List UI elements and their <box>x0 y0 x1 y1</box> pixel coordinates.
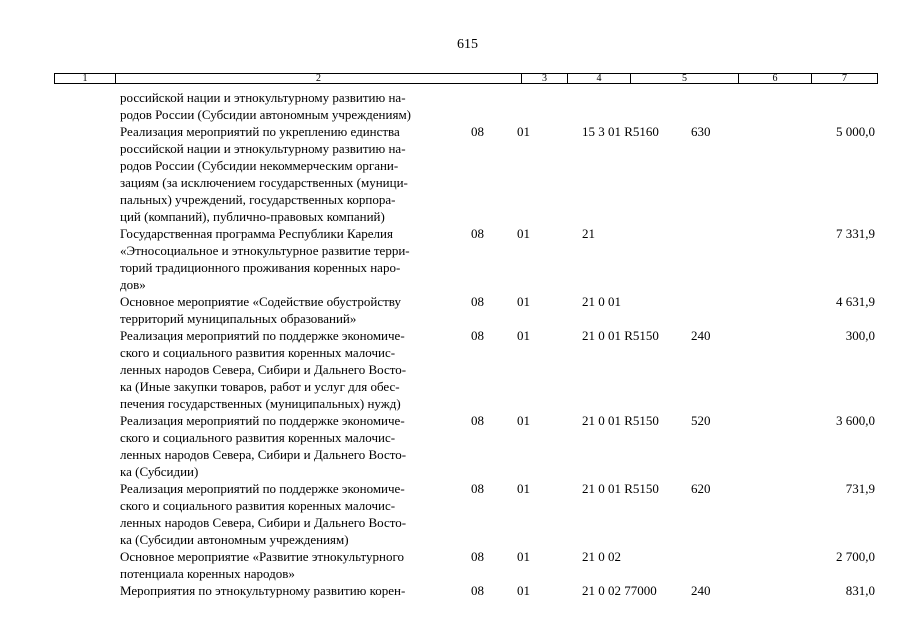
table-row <box>0 89 905 123</box>
description-line: Реализация мероприятий по поддержке экономиче- <box>120 481 405 496</box>
description-line: Реализация мероприятий по поддержке экономиче- <box>120 413 405 428</box>
description-line: ленных народов Севера, Сибири и Дальнего Восто- <box>120 515 407 530</box>
description-line: Основное мероприятие «Содействие обустройству <box>120 294 401 309</box>
header-col-5: 5 <box>631 74 739 83</box>
target-article-code: 21 0 02 77000 <box>582 583 657 598</box>
description-line: зациям (за исключением государственных (муници- <box>120 175 408 190</box>
page-number: 615 <box>457 37 478 52</box>
description-line: ка (Иные закупки товаров, работ и услуг для обес- <box>120 379 400 394</box>
description-line: территорий муниципальных образований» <box>120 311 357 326</box>
row-description <box>120 548 460 582</box>
header-col-6: 6 <box>739 74 812 83</box>
description-line: Реализация мероприятий по укреплению единства <box>120 124 400 139</box>
table-body <box>0 89 905 599</box>
description-line: российской нации и этнокультурному развитию на- <box>120 90 406 105</box>
row-description <box>120 480 460 548</box>
subsection-code: 01 <box>517 124 530 139</box>
row-description <box>120 89 460 123</box>
section-code: 08 <box>471 294 484 309</box>
description-line: родов России (Субсидии некоммерческим органи- <box>120 158 399 173</box>
description-line: ка (Субсидии) <box>120 464 199 479</box>
description-line: печения государственных (муниципальных) нужд) <box>120 396 401 411</box>
row-description <box>120 123 460 225</box>
subsection-code: 01 <box>517 328 530 343</box>
description-line: Государственная программа Республики Карелия <box>120 226 393 241</box>
target-article-code: 15 3 01 R5160 <box>582 124 659 139</box>
table-header <box>54 73 878 84</box>
header-col-3: 3 <box>522 74 568 83</box>
description-line: ций (компаний), публично-правовых компаний) <box>120 209 385 224</box>
subsection-code: 01 <box>517 481 530 496</box>
description-line: пальных) учреждений, государственных корпора- <box>120 192 396 207</box>
amount: 831,0 <box>845 583 875 598</box>
description-line: ленных народов Севера, Сибири и Дальнего Восто- <box>120 362 407 377</box>
description-line: Реализация мероприятий по поддержке экономиче- <box>120 328 405 343</box>
description-line: потенциала коренных народов» <box>120 566 295 581</box>
expense-type-code: 620 <box>691 481 711 496</box>
section-code: 08 <box>471 413 484 428</box>
amount: 5 000,0 <box>836 124 875 139</box>
description-line: российской нации и этнокультурному развитию на- <box>120 141 406 156</box>
description-line: «Этносоциальное и этнокультурное развитие терри- <box>120 243 410 258</box>
expense-type-code: 240 <box>691 328 711 343</box>
header-col-1: 1 <box>55 74 116 83</box>
expense-type-code: 520 <box>691 413 711 428</box>
target-article-code: 21 0 01 R5150 <box>582 413 659 428</box>
row-description <box>120 327 460 412</box>
row-description <box>120 293 460 327</box>
description-line: родов России (Субсидии автономным учреждениям) <box>120 107 412 122</box>
table-row <box>0 327 905 412</box>
expense-type-code: 630 <box>691 124 711 139</box>
subsection-code: 01 <box>517 226 530 241</box>
row-description <box>120 582 460 599</box>
row-description <box>120 412 460 480</box>
table-row <box>0 480 905 548</box>
description-line: ского и социального развития коренных малочис- <box>120 345 396 360</box>
subsection-code: 01 <box>517 294 530 309</box>
table-row <box>0 582 905 599</box>
amount: 2 700,0 <box>836 549 875 564</box>
table-row <box>0 123 905 225</box>
table-row <box>0 225 905 293</box>
section-code: 08 <box>471 549 484 564</box>
description-line: дов» <box>120 277 146 292</box>
description-line: ского и социального развития коренных малочис- <box>120 498 396 513</box>
section-code: 08 <box>471 328 484 343</box>
amount: 7 331,9 <box>836 226 875 241</box>
section-code: 08 <box>471 583 484 598</box>
table-row <box>0 293 905 327</box>
amount: 3 600,0 <box>836 413 875 428</box>
target-article-code: 21 0 01 <box>582 294 621 309</box>
section-code: 08 <box>471 481 484 496</box>
target-article-code: 21 0 02 <box>582 549 621 564</box>
target-article-code: 21 <box>582 226 595 241</box>
subsection-code: 01 <box>517 583 530 598</box>
target-article-code: 21 0 01 R5150 <box>582 328 659 343</box>
amount: 300,0 <box>845 328 875 343</box>
header-col-7: 7 <box>842 73 847 84</box>
description-line: торий традиционного проживания коренных наро- <box>120 260 401 275</box>
row-description <box>120 225 460 293</box>
expense-type-code: 240 <box>691 583 711 598</box>
section-code: 08 <box>471 226 484 241</box>
target-article-code: 21 0 01 R5150 <box>582 481 659 496</box>
description-line: ского и социального развития коренных малочис- <box>120 430 396 445</box>
subsection-code: 01 <box>517 549 530 564</box>
subsection-code: 01 <box>517 413 530 428</box>
section-code: 08 <box>471 124 484 139</box>
header-col-2: 2 <box>116 74 522 83</box>
header-col-4: 4 <box>568 74 631 83</box>
description-line: Мероприятия по этнокультурному развитию корен- <box>120 583 406 598</box>
table-row <box>0 548 905 582</box>
amount: 731,9 <box>845 481 875 496</box>
description-line: Основное мероприятие «Развитие этнокультурного <box>120 549 405 564</box>
table-row <box>0 412 905 480</box>
description-line: ка (Субсидии автономным учреждениям) <box>120 532 349 547</box>
description-line: ленных народов Севера, Сибири и Дальнего Восто- <box>120 447 407 462</box>
amount: 4 631,9 <box>836 294 875 309</box>
